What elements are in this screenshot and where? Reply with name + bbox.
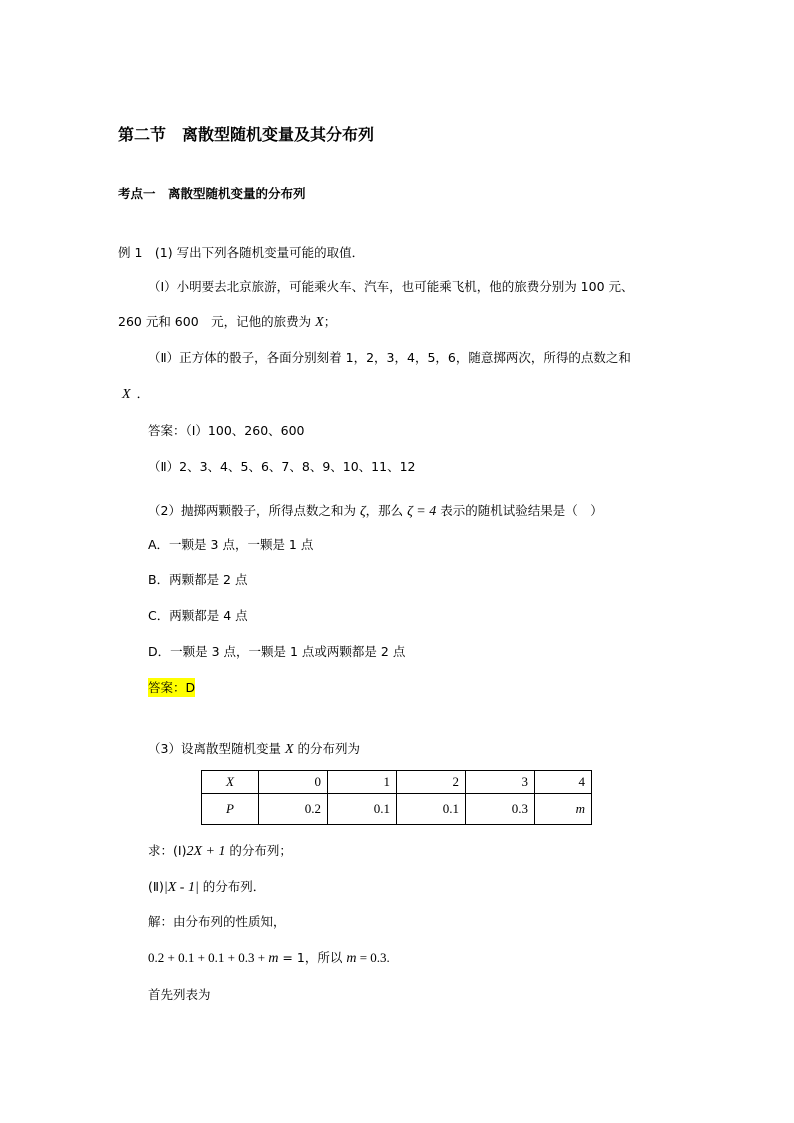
m-value: = 0.3.	[356, 950, 390, 965]
option-d: D．一颗是 3 点，一颗是 1 点或两颗都是 2 点	[148, 644, 406, 659]
table-cell: 0.2	[259, 794, 328, 825]
table-cell: 3	[466, 771, 535, 794]
table-cell: 0.1	[397, 794, 466, 825]
answer-1: 答案：（Ⅰ）100、260、600	[148, 423, 305, 438]
ask-2	[148, 878, 265, 897]
table-row	[202, 771, 592, 794]
variable-m: m	[268, 951, 279, 966]
variable-m: m	[346, 951, 357, 966]
expression-abs-x-minus-1: |X - 1|	[163, 880, 199, 895]
table-cell: 2	[397, 771, 466, 794]
table-row	[202, 794, 592, 825]
ask-2-text-a: (Ⅱ)	[148, 879, 164, 894]
variable-x: X	[284, 742, 294, 757]
table-header-x: X	[202, 771, 259, 794]
variable-x: X	[315, 315, 324, 330]
table-cell: m	[535, 794, 592, 825]
answer-2: （Ⅱ）2、3、4、5、6、7、8、9、10、11、12	[148, 459, 416, 474]
part-3-stem	[148, 740, 360, 759]
option-b: B．两颗都是 2 点	[148, 572, 248, 587]
ask-1	[148, 842, 292, 861]
subsection-title: 考点一 离散型随机变量的分布列	[118, 186, 306, 201]
section-title: 第二节 离散型随机变量及其分布列	[118, 125, 375, 144]
variable-x: X	[122, 387, 131, 402]
option-a: A．一颗是 3 点，一颗是 1 点	[148, 537, 314, 552]
ask-1-text-b: 的分布列；	[225, 843, 292, 858]
solution-line-2	[148, 949, 390, 968]
ask-1-text-a: 求：(Ⅰ)	[148, 843, 187, 858]
part-3-text-a: （3）设离散型随机变量	[148, 741, 285, 756]
solution-text-b: = 1，所以	[278, 950, 347, 965]
variable-zeta: ζ	[359, 504, 366, 519]
highlighted-answer: 答案：D	[148, 680, 196, 695]
question-2-end: ．	[136, 386, 150, 401]
table-header-p: P	[202, 794, 259, 825]
expression-2x-plus-1: 2X + 1	[186, 844, 226, 859]
part-2-text-b: ，那么	[365, 503, 408, 518]
table-cell: 0.3	[466, 794, 535, 825]
zeta-equation: ζ = 4	[407, 504, 437, 519]
table-cell: 0	[259, 771, 328, 794]
part-3-text-b: 的分布列为	[293, 741, 360, 756]
solution-line-3: 首先列表为	[148, 987, 211, 1002]
sum-expression: 0.2 + 0.1 + 0.1 + 0.3 +	[148, 950, 269, 965]
ask-2-text-b: 的分布列．	[198, 879, 266, 894]
question-2-line-1: （Ⅱ）正方体的骰子，各面分别刻着 1，2，3，4，5，6，随意掷两次，所得的点数之和	[148, 350, 631, 365]
table-cell: 4	[535, 771, 592, 794]
question-1-line-2	[118, 313, 336, 332]
part-2-text-a: （2）抛掷两颗骰子，所得点数之和为	[148, 503, 360, 518]
question-1-end: ；	[323, 314, 337, 329]
solution-line-1: 解：由分布列的性质知，	[148, 914, 286, 929]
table-cell: 1	[328, 771, 397, 794]
question-1-text: 260 元和 600 元，记他的旅费为	[118, 314, 316, 329]
table-cell: 0.1	[328, 794, 397, 825]
question-1-line-1: （Ⅰ）小明要去北京旅游，可能乘火车、汽车，也可能乘飞机，他的旅费分别为 100 元、	[148, 279, 634, 294]
distribution-table	[201, 770, 592, 825]
part-2-stem	[148, 502, 603, 521]
example-1-intro: 例 1 (1) 写出下列各随机变量可能的取值．	[118, 245, 365, 260]
option-c: C．两颗都是 4 点	[148, 608, 248, 623]
part-2-answer	[148, 679, 195, 697]
part-2-text-c: 表示的随机试验结果是（ ）	[436, 503, 603, 518]
question-2-line-2	[122, 385, 149, 404]
